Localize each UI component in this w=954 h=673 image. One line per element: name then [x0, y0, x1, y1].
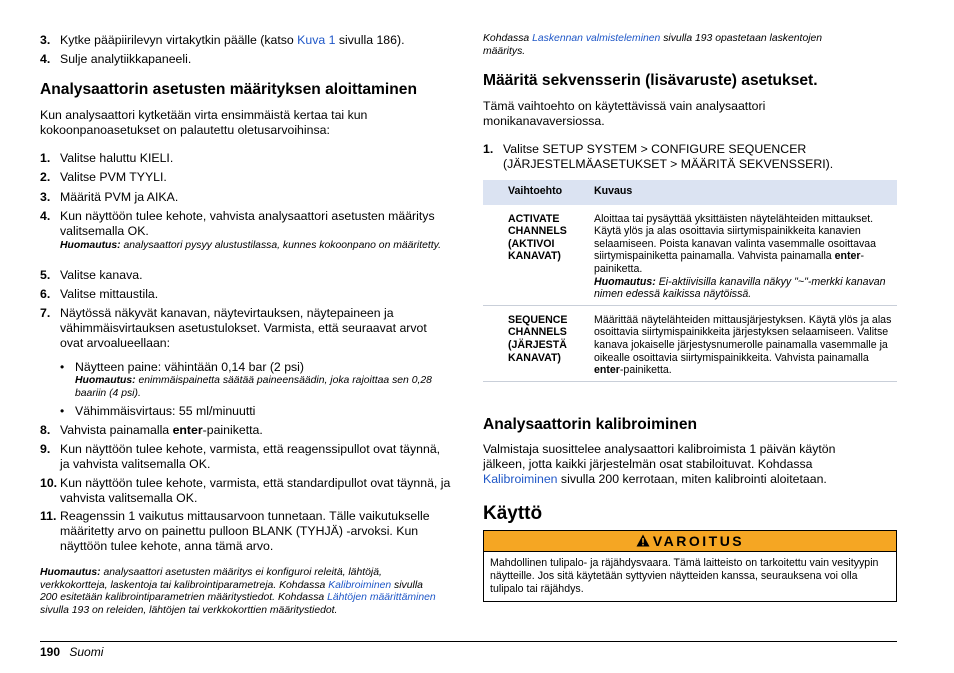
list-item: 9. Kun näyttöön tulee kehote, varmista, että reagenssipullot ovat täynnä, ja vahvista valitsemalla OK. — [40, 442, 441, 472]
list-item: 4. Kun näyttöön tulee kehote, vahvista analysaattori asetusten määritys valitsemalla OK. Huomautus: analysaattori pysyy alustustilassa, kunnes kokoonpano on määritetty. — [40, 209, 452, 265]
column-header-option: Vaihtoehto — [483, 180, 590, 205]
option-name: ACTIVATE CHANNELS (AKTIVOI KANAVAT) — [483, 205, 590, 306]
list-item: 10. Kun näyttöön tulee kehote, varmista, että standardipullot ovat täynnä, ja vahvista valitsemalla OK. — [40, 476, 451, 506]
column-header-description: Kuvaus — [590, 180, 897, 205]
link-laskennan-valmisteleminen[interactable]: Laskennan valmisteleminen — [532, 33, 661, 44]
list-item: 2. Valitse PVM TYYLI. — [40, 170, 167, 184]
section-heading-setup: Analysaattorin asetusten määrityksen aloittaminen — [40, 81, 417, 98]
section-heading-sequencer: Määritä sekvensserin (lisävaruste) asetukset. — [483, 72, 818, 89]
table-header-row — [483, 180, 897, 205]
bullet-dot: • — [60, 404, 65, 418]
list-item: 6. Valitse mittaustila. — [40, 287, 159, 301]
warning-header: VAROITUS — [483, 530, 897, 552]
list-item: 5. Valitse kanava. — [40, 268, 143, 282]
list-item: 4. Sulje analytiikkapaneeli. — [40, 52, 192, 66]
bottom-note: Huomautus: analysaattori asetusten määritys ei konfiguroi releitä, lähtöjä, verkkokortteja, laskentoja tai kalibrointiparametreja. Kohdassa Kalibroiminen sivulla 200 esitetään kalibrointiparametrien määritystiedot. Kohdassa Lähtöjen määrittäminen sivulla 193 on releiden, lähtöjen tai verkkokorttien määritystiedot. — [40, 567, 436, 616]
footer-divider — [40, 641, 897, 642]
link-kuva-1[interactable]: Kuva 1 — [297, 33, 336, 47]
top-note: Kohdassa Laskennan valmisteleminen sivulla 193 opastetaan laskentojen määritys. — [483, 33, 823, 57]
section-heading-calibration: Analysaattorin kalibroiminen — [483, 416, 698, 433]
bullet-dot: • — [60, 360, 65, 374]
intro-paragraph: Kun analysaattori kytketään virta ensimmäistä kertaa tai kun kokoonpanoasetukset on palautettu oletusarvoihinsa: — [40, 108, 368, 138]
option-description: Määrittää näytelähteiden mittausjärjestyksen. Käytä ylös ja alas osoittavia siirtymispainikkeita järjestyksen selaamiseen. Valitse kanava jokaiselle järjestysnumerolle painamalla vasemmalle ja oikealle osoittavia siirtymispainikkeita. Vahvista painamalla enter-painiketta. — [590, 305, 897, 381]
table-row — [483, 305, 897, 381]
list-item: 7. Näytössä näkyvät kanavan, näytevirtauksen, näytepaineen ja vähimmäisvirtauksen asetustulokset. Varmista, että seuraavat arvot ovat arvoalueellaan: — [40, 306, 427, 351]
warning-triangle-icon — [636, 534, 650, 547]
link-lahtojen-maarittaminen[interactable]: Lähtöjen määrittäminen — [327, 592, 436, 604]
options-table — [483, 180, 897, 382]
calibration-paragraph: Valmistaja suosittelee analysaattori kalibroimista 1 päivän käytön jälkeen, jotta kaikki järjestelmän osat stabiloituvat. Kohdassa Kalibroiminen sivulla 200 kerrotaan, miten kalibrointi aloitetaan. — [483, 442, 836, 487]
table-row — [483, 205, 897, 306]
note: Huomautus: analysaattori pysyy alustustilassa, kunnes kokoonpano on määritetty. — [60, 240, 441, 252]
list-item: 8. Vahvista painamalla enter-painiketta. — [40, 423, 263, 437]
warning-text: Mahdollinen tulipalo- ja räjähdysvaara. Tämä laitteisto on tarkoitettu vain vesityypin näytteille. Jos sitä käytetään syttyvien näytteiden kanssa, seurauksena voi olla tulipalo tai räjähdys. — [483, 552, 897, 602]
link-kalibroiminen[interactable]: Kalibroiminen — [328, 579, 392, 591]
list-item: 1. Valitse haluttu KIELI. — [40, 151, 174, 165]
sequencer-paragraph: Tämä vaihtoehto on käytettävissä vain analysaattori monikanavaversiossa. — [483, 99, 766, 129]
option-name: SEQUENCE CHANNELS (JÄRJESTÄ KANAVAT) — [483, 305, 590, 381]
list-item: 11. Reagenssin 1 vaikutus mittausarvoon tunnetaan. Tälle vaikutukselle määritetty arvo on painettu pulloon BLANK (TYHJÄ) -arvoksi. Kun näyttöön tulee kehote, anna tämä arvo. — [40, 509, 430, 554]
note: Huomautus: enimmäispainetta säätää paineensäädin, joka rajoittaa sen 0,28 baariin (4 psi). — [75, 375, 432, 399]
footer-language: Suomi — [69, 645, 104, 659]
section-heading-use: Käyttö — [483, 503, 543, 524]
list-item: 3. Kytke pääpiirilevyn virtakytkin päälle (katso Kuva 1 sivulla 186). — [40, 33, 405, 47]
option-description: Aloittaa tai pysäyttää yksittäisten näytelähteiden mittaukset. Käytä ylös ja alas osoittavia siirtymispainikkeita kanavien selaamiseen. Poista kanavan valinta vasemmalle osoittavaa siirtymispainiketta painamalla. Vahvista painamalla enter-painiketta. Huomautus: Ei-aktiivisilla kanavilla näkyy "~"-merkki kanavan nimen edessä kaikissa näytöissä. — [590, 205, 897, 306]
list-item: 1. Valitse SETUP SYSTEM > CONFIGURE SEQUENCER (JÄRJESTELMÄASETUKSET > MÄÄRITÄ SEKVENSSERI). — [483, 142, 834, 172]
page-number: 190 — [40, 645, 61, 659]
page-footer — [40, 645, 103, 659]
list-item: • Vähimmäisvirtaus: 55 ml/minuutti — [60, 404, 256, 418]
note: Huomautus: Ei-aktiivisilla kanavilla näkyy "~"-merkki kanavan nimen edessä kaikissa näytöissä. — [594, 275, 886, 301]
link-kalibroiminen[interactable]: Kalibroiminen — [483, 472, 558, 487]
list-item: • Näytteen paine: vähintään 0,14 bar (2 psi) Huomautus: enimmäispainetta säätää paineensäädin, joka rajoittaa sen 0,28 baariin (4 psi). — [40, 360, 452, 402]
list-item: 3. Määritä PVM ja AIKA. — [40, 190, 179, 204]
warning-box — [483, 530, 897, 602]
